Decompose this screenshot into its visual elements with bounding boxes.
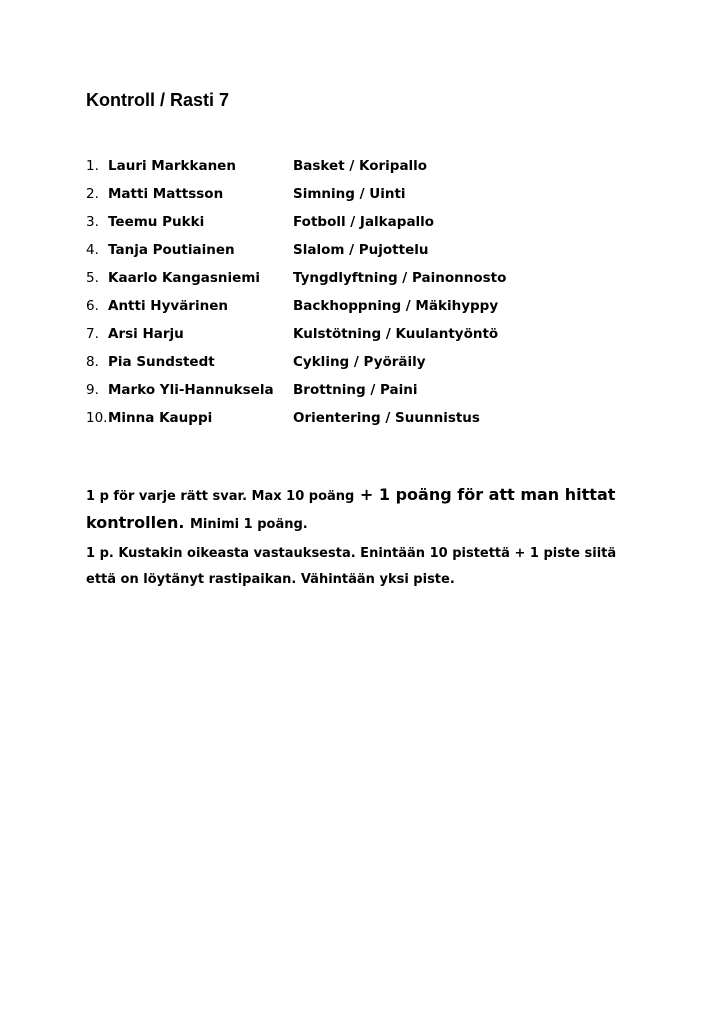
athlete-name: Marko Yli-Hannuksela xyxy=(108,382,274,398)
list-item xyxy=(86,239,686,267)
scoring-swedish-part1: 1 p för varje rätt svar. Max 10 poäng xyxy=(86,489,355,504)
item-number: 1. xyxy=(86,158,99,174)
athlete-name: Antti Hyvärinen xyxy=(108,298,228,314)
sport-name: Backhoppning / Mäkihyppy xyxy=(293,298,499,314)
item-number: 6. xyxy=(86,298,99,314)
list-item xyxy=(86,155,686,183)
scoring-swedish-part3: Minimi 1 poäng. xyxy=(190,517,308,532)
athlete-name: Matti Mattsson xyxy=(108,186,224,202)
sport-name: Simning / Uinti xyxy=(293,186,406,202)
athlete-name: Arsi Harju xyxy=(108,326,184,342)
list-item xyxy=(86,183,686,211)
sport-name: Slalom / Pujottelu xyxy=(293,242,429,258)
item-number: 3. xyxy=(86,214,99,230)
sport-name: Basket / Koripallo xyxy=(293,158,428,174)
item-number: 5. xyxy=(86,270,99,286)
athlete-name: Tanja Poutiainen xyxy=(108,242,235,258)
sport-name: Orientering / Suunnistus xyxy=(293,410,480,426)
athlete-name: Teemu Pukki xyxy=(108,214,205,230)
item-number: 2. xyxy=(86,186,99,202)
scoring-rules-swedish xyxy=(86,482,646,538)
scoring-swedish-part2: + 1 poäng för att man hittat kontrollen. xyxy=(86,485,616,532)
item-number: 4. xyxy=(86,242,99,258)
list-item xyxy=(86,295,686,323)
list-item xyxy=(86,379,686,407)
sport-name: Fotboll / Jalkapallo xyxy=(293,214,435,230)
sport-name: Kulstötning / Kuulantyöntö xyxy=(293,326,499,342)
item-number: 9. xyxy=(86,382,99,398)
sport-name: Tyngdlyftning / Painonnosto xyxy=(293,270,507,286)
item-number: 7. xyxy=(86,326,99,342)
athlete-name: Lauri Markkanen xyxy=(108,158,236,174)
list-item xyxy=(86,323,686,351)
sport-name: Brottning / Paini xyxy=(293,382,418,398)
list-item xyxy=(86,211,686,239)
page-title: Kontroll / Rasti 7 xyxy=(86,90,230,110)
list-item xyxy=(86,267,686,295)
athlete-name: Kaarlo Kangasniemi xyxy=(108,270,261,286)
athlete-name: Minna Kauppi xyxy=(108,410,213,426)
item-number: 8. xyxy=(86,354,99,370)
athlete-list xyxy=(86,155,686,435)
list-item xyxy=(86,351,686,379)
list-item xyxy=(86,407,686,435)
athlete-name: Pia Sundstedt xyxy=(108,354,215,370)
sport-name: Cykling / Pyöräily xyxy=(293,354,426,370)
scoring-rules-finnish: 1 p. Kustakin oikeasta vastauksesta. Enintään 10 pistettä + 1 piste siitä että on löytänyt rastipaikan. Vähintään yksi piste. xyxy=(86,546,617,587)
item-number: 10. xyxy=(86,410,108,426)
